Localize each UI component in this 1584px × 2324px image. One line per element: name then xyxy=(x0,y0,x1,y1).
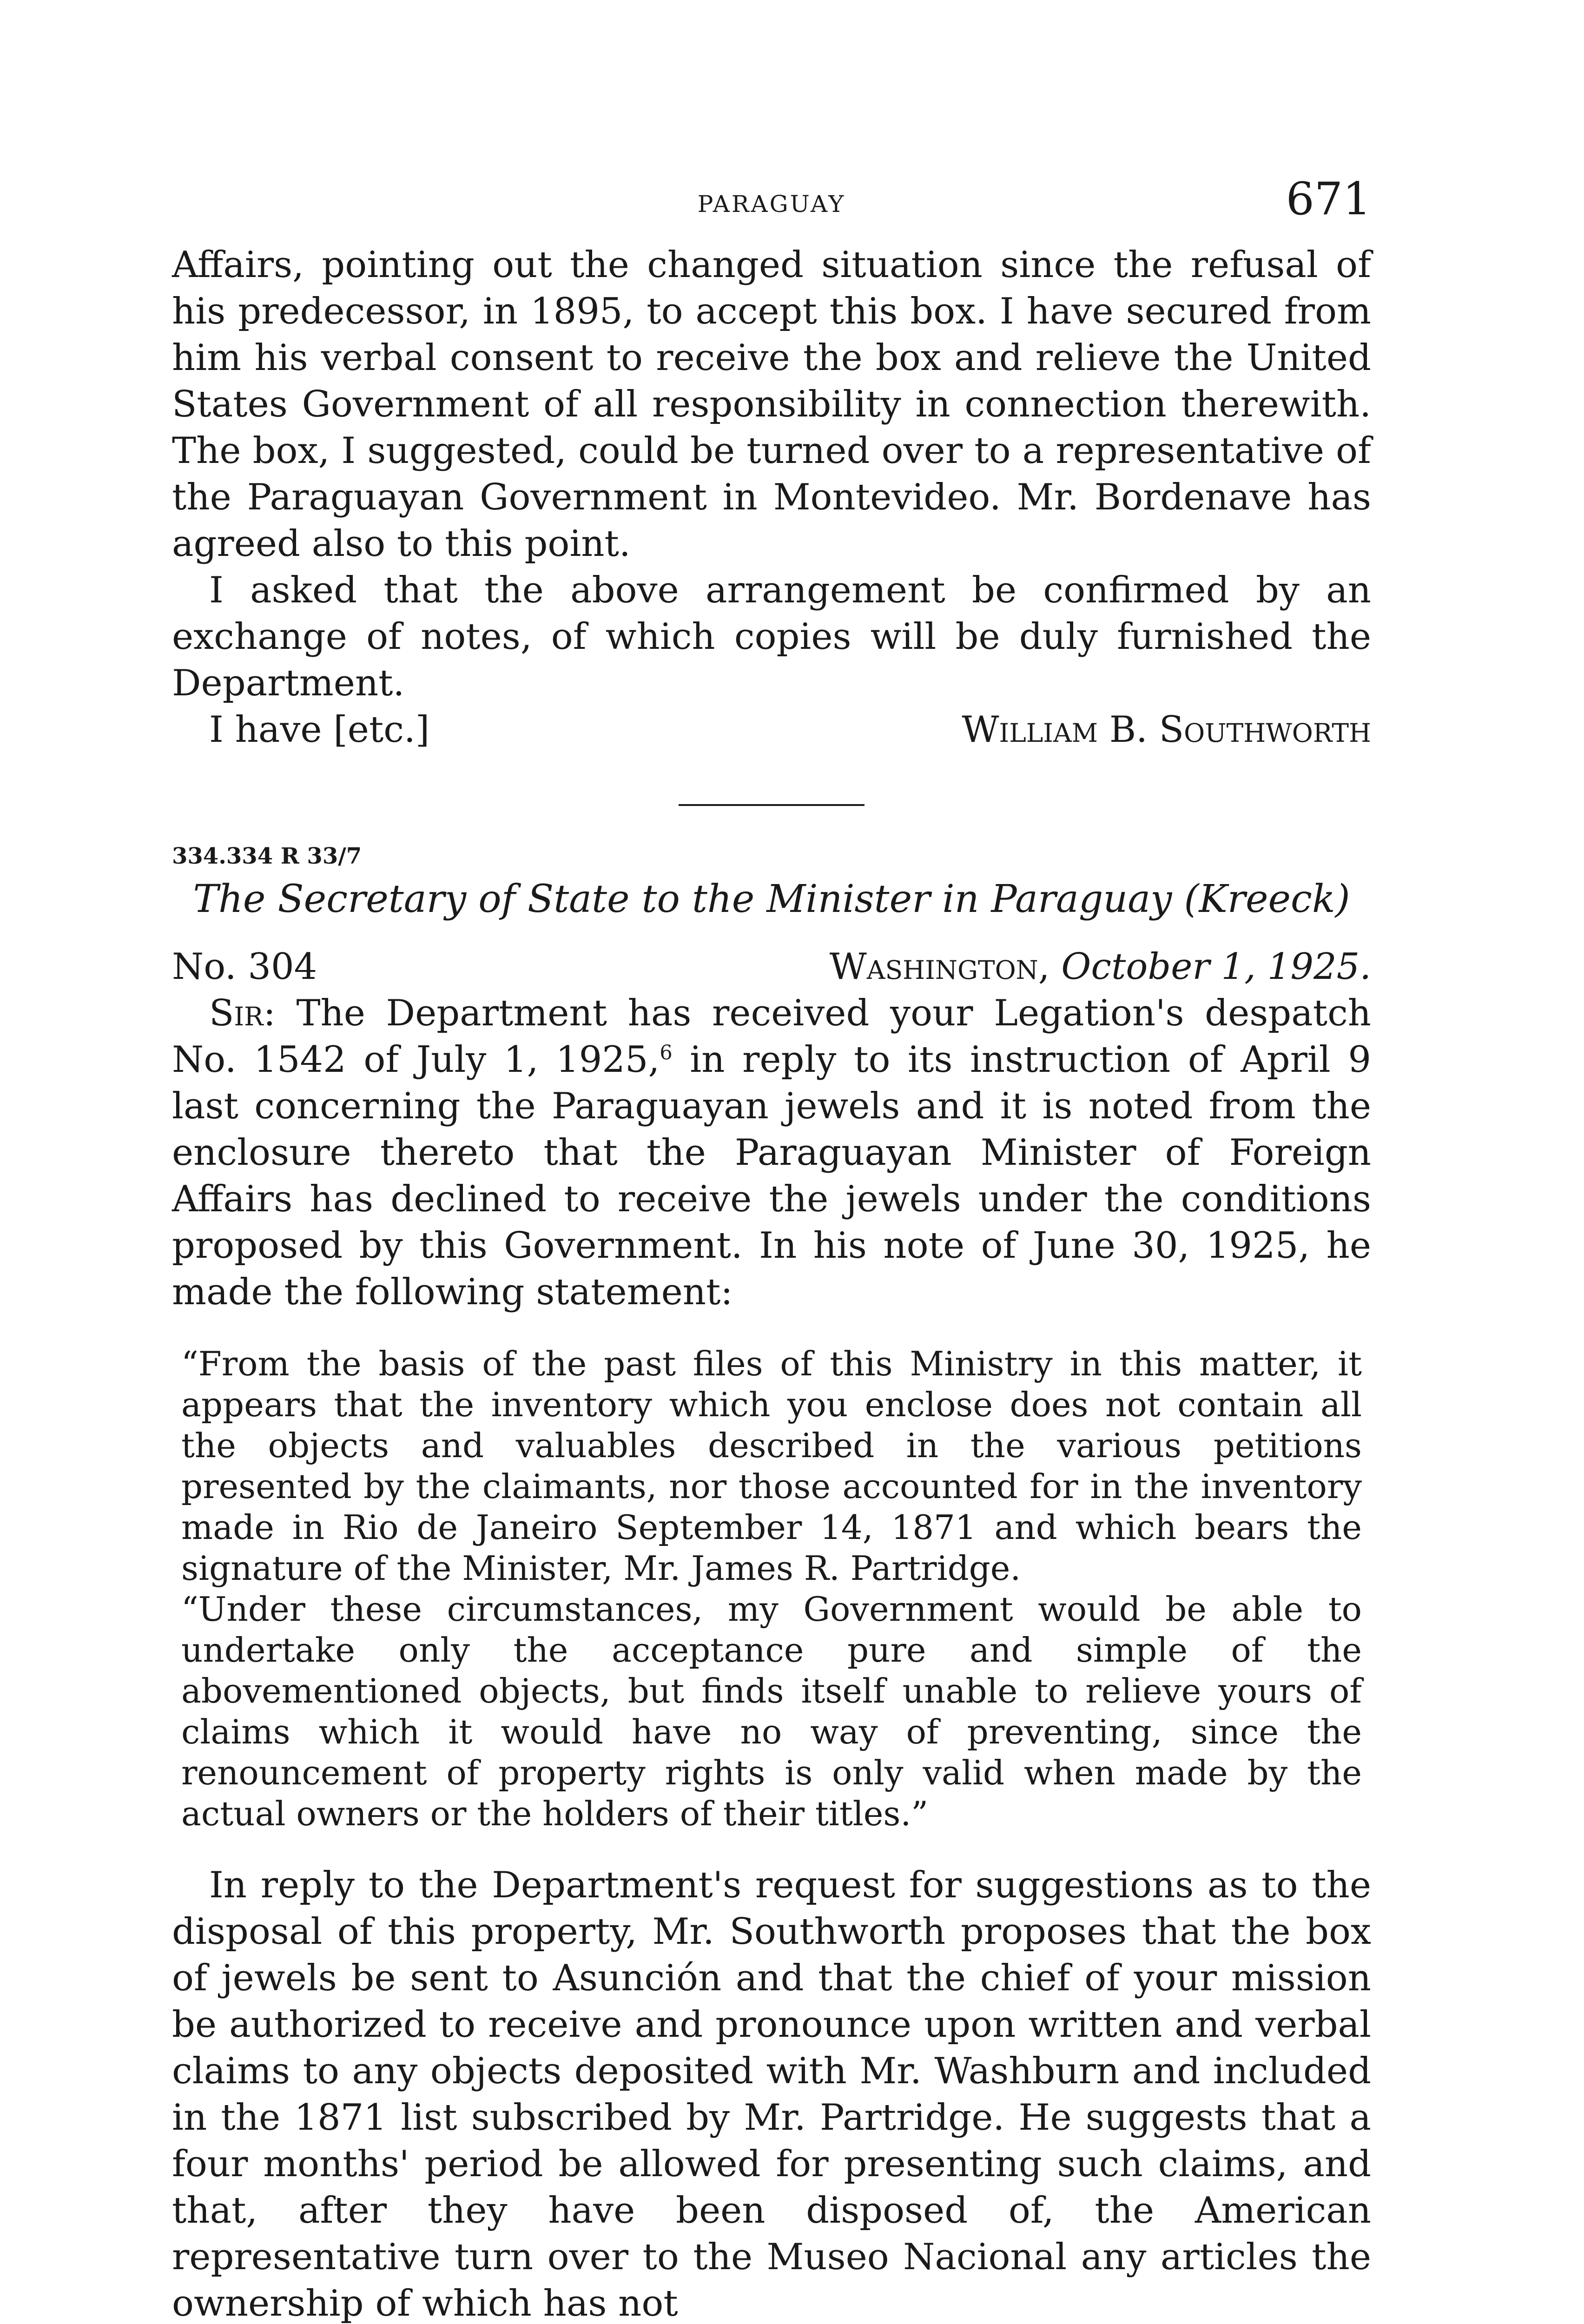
continued-text xyxy=(172,242,1371,753)
running-head: PARAGUAY xyxy=(697,191,846,218)
date: October 1, 1925. xyxy=(1061,946,1371,988)
opening-text: The Department has received your Legation's despatch No. 1542 of July 1, 1925, xyxy=(172,992,1371,1081)
document-page xyxy=(172,173,1372,2324)
section-divider xyxy=(679,804,865,806)
footnote-reference: 6 xyxy=(660,1041,673,1064)
salutation: Sir: xyxy=(209,992,276,1034)
page-number: 671 xyxy=(1286,173,1371,225)
opening-text-continued: in reply to its instruction of April 9 last concerning the Paraguayan jewels and it is noted from the enclosure thereto that the Paraguayan Minister of Foreign Affairs has declined to receive the jewels under the conditions proposed by this Government. In his note of June 30, 1925, he made the following statement: xyxy=(172,1039,1372,1313)
signature-line xyxy=(172,706,1371,753)
signature: William B. Southworth xyxy=(962,709,1371,751)
despatch-number: No. 304 xyxy=(172,946,317,988)
file-reference: 334.334 R 33/7 xyxy=(172,843,362,869)
place: Washington, xyxy=(829,946,1050,988)
opening-paragraph xyxy=(172,990,1371,1315)
continued-paragraph: Affairs, pointing out the changed situation since the refusal of his predecessor, in 1895, to accept this box. I have secured from him his verbal consent to receive the box and relieve the United States Government of all responsibility in connection therewith. The box, I suggested, could be turned over to a representative of the Paraguayan Government in Montevideo. Mr. Bordenave has agreed also to this point. xyxy=(172,244,1371,565)
quoted-note xyxy=(181,1343,1362,1834)
quote-paragraph-1: “From the basis of the past files of this Ministry in this matter, it appears that the inventory which you enclose does not contain all the objects and valuables described in the various petitions presented by the claimants, nor those accounted for in the inventory made in Rio de Janeiro September 14, 1871 and which bears the signature of the Minister, Mr. James R. Partridge. xyxy=(181,1344,1362,1588)
document-title: The Secretary of State to the Minister in Paraguay (Kreeck) xyxy=(193,877,1350,921)
reply-paragraph: In reply to the Department's request for suggestions as to the disposal of this property, Mr. Southworth proposes that the box of jewels be sent to Asunción and that the chief of your mission be authorized to receive and pronounce upon written and verbal claims to any objects deposited with Mr. Washburn and included in the 1871 list subscribed by Mr. Partridge. He suggests that a four months' period be allowed for presenting such claims, and that, after they have been disposed of, the American representative turn over to the Museo Nacional any articles the ownership of which has not xyxy=(172,1864,1371,2324)
quote-paragraph-2: “Under these circumstances, my Government would be able to undertake only the acceptance pure and simple of the abovementioned objects, but finds itself unable to relieve yours of claims which it would have no way of preventing, since the renouncement of property rights is only valid when made by the actual owners or the holders of their titles.” xyxy=(181,1590,1362,1833)
closing: I have [etc.] xyxy=(209,709,430,751)
dateline xyxy=(172,944,1371,990)
place-date xyxy=(830,944,1371,990)
letter-body xyxy=(172,990,1371,1315)
page-header xyxy=(172,173,1371,242)
arrangement-paragraph: I asked that the above arrangement be confirmed by an exchange of notes, of which copies will be duly furnished the Department. xyxy=(172,569,1371,704)
reply-section xyxy=(172,1862,1371,2324)
